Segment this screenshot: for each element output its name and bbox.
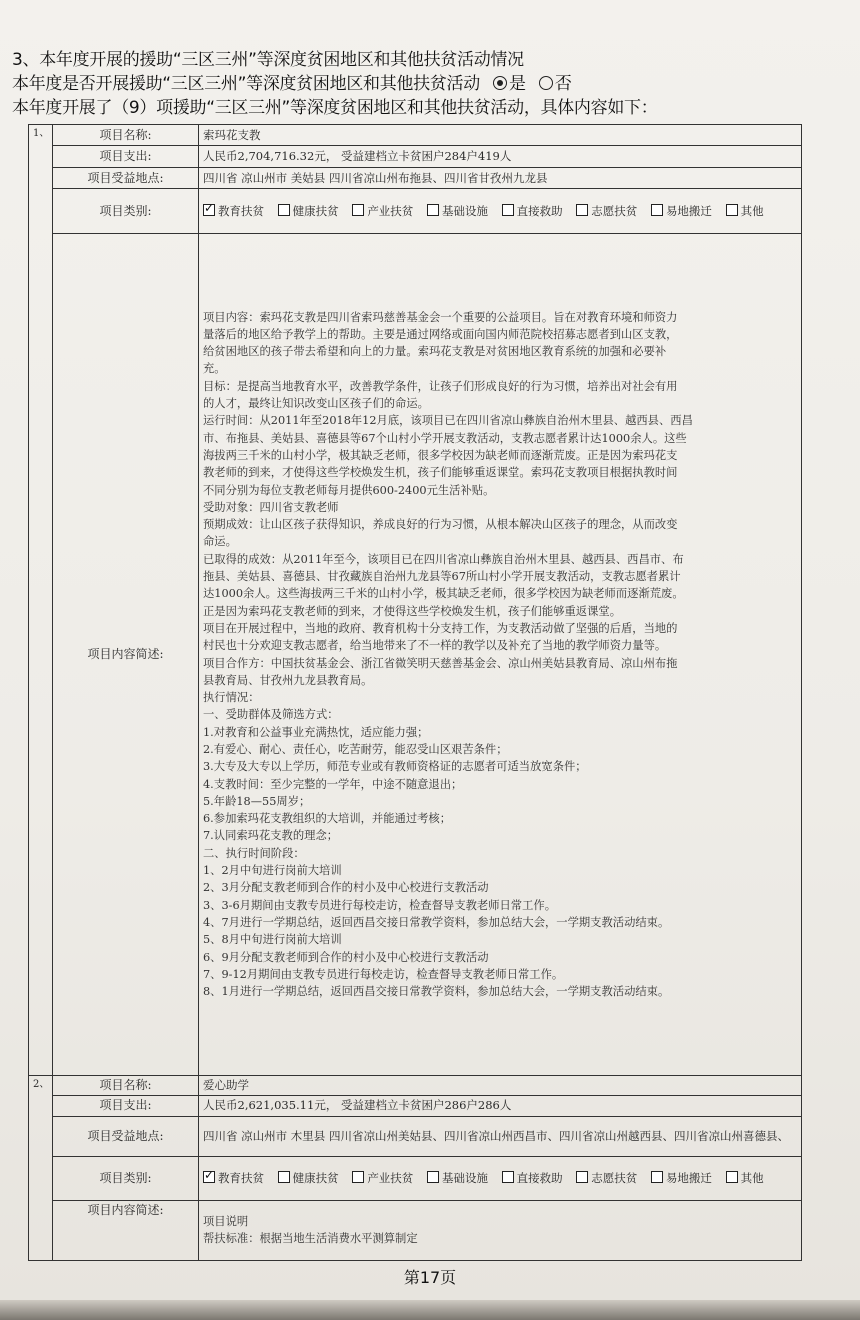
category-option — [268, 204, 339, 218]
label-project-spend: 项目支出: — [53, 1095, 199, 1116]
category-checkbox[interactable] — [352, 204, 364, 216]
project-row-category — [29, 189, 802, 234]
content-line: 项目在开展过程中，当地的政府、教育机构十分支持工作，为支教活动做了坚强的后盾，当地的 — [203, 621, 678, 635]
content-line: 村民也十分欢迎支教志愿者，给当地带来了不一样的教学以及补充了当地的教学师资力量等。 — [203, 639, 667, 653]
category-option — [641, 204, 712, 218]
content-line: 受助对象：四川省支教老师 — [203, 500, 339, 514]
category-option — [203, 204, 264, 218]
content-line: 不同分别为每位支教老师每月提供600-2400元生活补贴。 — [203, 483, 495, 497]
category-checkbox[interactable] — [576, 1171, 588, 1183]
category-option — [716, 1171, 764, 1185]
label-project-name: 项目名称: — [53, 1076, 199, 1096]
content-line: 2.有爱心、耐心、责任心，吃苦耐劳，能忍受山区艰苦条件； — [203, 742, 508, 756]
label-project-spend: 项目支出: — [53, 146, 199, 168]
content-line: 5.年龄18—55周岁； — [203, 794, 311, 808]
project-index: 1、 — [29, 125, 53, 1076]
radio-yes[interactable] — [493, 76, 507, 90]
project-index: 2、 — [29, 1076, 53, 1261]
content-line: 7.认同索玛花支教的理念； — [203, 829, 339, 843]
category-checkbox[interactable] — [502, 1171, 514, 1183]
project-spend-value: 人民币2,704,716.32元， 受益建档立卡贫困户284户419人 — [199, 146, 802, 168]
category-label: 健康扶贫 — [292, 1170, 339, 1185]
category-checkbox[interactable] — [502, 204, 514, 216]
content-line: 正是因为索玛花支教老师的到来，才使得这些学校焕发生机，孩子们能够重返课堂。 — [203, 604, 621, 618]
label-project-location: 项目受益地点: — [53, 168, 199, 189]
category-label: 其他 — [740, 1170, 764, 1185]
question-line — [12, 74, 572, 94]
content-line: 6.参加索玛花支教组织的大培训，并能通过考核； — [203, 812, 452, 826]
content-line: 项目内容：索玛花支教是四川省索玛慈善基金会一个重要的公益项目。旨在对教育环境和师资力 — [203, 310, 678, 324]
category-label: 易地搬迁 — [665, 203, 712, 218]
page-number: 第17页 — [403, 1268, 457, 1287]
label-project-content: 项目内容简述: — [53, 1200, 199, 1260]
project-name-value: 爱心助学 — [199, 1076, 802, 1096]
project-row-content — [29, 1200, 802, 1260]
category-checkbox[interactable] — [651, 1171, 663, 1183]
category-label: 其他 — [740, 203, 764, 218]
category-checkbox[interactable] — [427, 204, 439, 216]
content-line: 项目合作方：中国扶贫基金会、浙江省微笑明天慈善基金会、凉山州美姑县教育局、凉山州布拖 — [203, 656, 678, 670]
content-line: 预期成效：让山区孩子获得知识，养成良好的行为习惯，从根本解决山区孩子的理念，从而改变 — [203, 518, 678, 532]
category-label: 基础设施 — [441, 1170, 488, 1185]
content-line: 2、3月分配支教老师到合作的村小及中心校进行支教活动 — [203, 881, 489, 895]
category-label: 教育扶贫 — [218, 1170, 264, 1185]
category-option — [342, 1171, 413, 1185]
content-line: 3.大专及大专以上学历，师范专业或有教师资格证的志愿者可适当放宽条件； — [203, 760, 587, 774]
content-line: 4.支教时间：至少完整的一学年，中途不随意退出； — [203, 777, 463, 791]
project-row-content — [29, 234, 802, 1076]
category-checkbox[interactable] — [726, 204, 738, 216]
category-checkbox[interactable] — [576, 204, 588, 216]
project-name-value: 索玛花支教 — [199, 125, 802, 146]
content-line: 拖县、美姑县、喜德县、甘孜藏族自治州九龙县等67所山村小学开展支教活动，支教志愿者累计 — [203, 570, 681, 584]
content-line: 帮扶标准：根据当地生活消费水平测算制定 — [203, 1232, 418, 1245]
content-line: 1、2月中旬进行岗前大培训 — [203, 864, 342, 878]
page-edge-shadow — [0, 1300, 860, 1320]
category-label: 产业扶贫 — [367, 1170, 414, 1185]
content-line: 6、9月分配支教老师到合作的村小及中心校进行支教活动 — [203, 950, 489, 964]
radio-no[interactable] — [539, 76, 553, 90]
label-project-category: 项目类别: — [53, 189, 199, 234]
content-line: 县教育局、甘孜州九龙县教育局。 — [203, 673, 373, 687]
content-line: 一、受助群体及筛选方式： — [203, 708, 339, 722]
project-row-category — [29, 1156, 802, 1200]
content-line: 教老师的到来，才使得这些学校焕发生机，孩子们能够重返课堂。索玛花支教项目根据执教时间 — [203, 466, 678, 480]
content-line: 命运。 — [203, 535, 237, 549]
category-label: 教育扶贫 — [218, 203, 264, 218]
category-checkbox[interactable] — [278, 1171, 290, 1183]
category-label: 易地搬迁 — [665, 1170, 712, 1185]
category-checkbox[interactable] — [278, 204, 290, 216]
category-option — [342, 204, 413, 218]
question-text: 本年度是否开展援助“三区三州”等深度贫困地区和其他扶贫活动 — [12, 74, 480, 94]
category-checkbox[interactable] — [726, 1171, 738, 1183]
category-option — [268, 1171, 339, 1185]
project-row-spend — [29, 146, 802, 168]
content-line: 的人才，最终让知识改变山区孩子们的命运。 — [203, 397, 429, 411]
category-option — [417, 204, 488, 218]
project-row-spend — [29, 1095, 802, 1116]
category-option — [566, 204, 637, 218]
category-option — [203, 1171, 264, 1185]
project-row-location — [29, 168, 802, 189]
category-label: 产业扶贫 — [367, 203, 414, 218]
category-option — [417, 1171, 488, 1185]
content-line: 3、3-6月期间由支教专员进行每校走访，检查督导支教老师日常工作。 — [203, 898, 556, 912]
content-line: 4、7月进行一学期总结，返回西昌交接日常教学资料，参加总结大会，一学期支教活动结束。 — [203, 915, 670, 929]
category-label: 志愿扶贫 — [591, 203, 638, 218]
category-option — [492, 1171, 563, 1185]
project-row-name — [29, 1076, 802, 1096]
project-location-value: 四川省 凉山州市 美姑县 四川省凉山州布拖县、四川省甘孜州九龙县 — [199, 168, 802, 189]
project-location-value: 四川省 凉山州市 木里县 四川省凉山州美姑县、四川省凉山州西昌市、四川省凉山州越西县、四川省凉山州喜德县、 — [199, 1116, 802, 1156]
category-label: 基础设施 — [441, 203, 488, 218]
content-line: 海拔两三千米的山村小学，极其缺乏老师，很多学校因为缺老师而逐渐荒废。正是因为索玛花支 — [203, 448, 678, 462]
project-content-text — [199, 1200, 802, 1260]
content-line: 5、8月中旬进行岗前大培训 — [203, 933, 342, 947]
category-checkbox[interactable] — [203, 204, 215, 216]
category-label: 直接救助 — [516, 1170, 563, 1185]
content-line: 二、执行时间阶段： — [203, 846, 305, 860]
category-checkbox[interactable] — [427, 1171, 439, 1183]
project-row-name — [29, 125, 802, 146]
content-line: 运行时间：从2011年至2018年12月底，该项目已在四川省凉山彝族自治州木里县、越西县、西昌 — [203, 414, 693, 428]
content-line: 已取得的成效：从2011年至今，该项目已在四川省凉山彝族自治州木里县、越西县、西昌市、布 — [203, 552, 684, 566]
category-label: 健康扶贫 — [292, 203, 339, 218]
count-line: 本年度开展了（9）项援助“三区三州”等深度贫困地区和其他扶贫活动，具体内容如下： — [12, 98, 658, 118]
project-spend-value: 人民币2,621,035.11元， 受益建档立卡贫困户286户286人 — [199, 1095, 802, 1116]
category-label: 直接救助 — [516, 203, 563, 218]
category-option — [492, 204, 563, 218]
category-option — [566, 1171, 637, 1185]
content-line: 市、布拖县、美姑县、喜德县等67个山村小学开展支教活动，支教志愿者累计达1000余人。这些 — [203, 431, 687, 445]
project-category-options — [199, 1156, 802, 1200]
label-project-content: 项目内容简述: — [53, 234, 199, 1076]
project-row-location — [29, 1116, 802, 1156]
content-line: 达1000余人。这些海拔两三千米的山村小学，极其缺乏老师，很多学校因为缺老师而逐渐荒废。 — [203, 587, 684, 601]
label-project-location: 项目受益地点: — [53, 1116, 199, 1156]
label-project-category: 项目类别: — [53, 1156, 199, 1200]
section-title: 3、本年度开展的援助“三区三州”等深度贫困地区和其他扶贫活动情况 — [12, 50, 524, 70]
project-category-options — [199, 189, 802, 234]
project-content-text — [199, 234, 802, 1076]
label-project-name: 项目名称: — [53, 125, 199, 146]
radio-yes-label: 是 — [509, 74, 526, 94]
radio-no-label: 否 — [554, 74, 572, 94]
content-line: 充。 — [203, 362, 226, 376]
category-checkbox[interactable] — [203, 1171, 215, 1183]
category-label: 志愿扶贫 — [591, 1170, 638, 1185]
content-line: 给贫困地区的孩子带去希望和向上的力量。索玛花支教是对贫困地区教育系统的加强和必要补 — [203, 345, 667, 359]
content-line: 项目说明 — [203, 1214, 249, 1228]
content-line: 8、1月进行一学期总结，返回西昌交接日常教学资料，参加总结大会，一学期支教活动结束。 — [203, 985, 670, 999]
content-line: 执行情况： — [203, 691, 260, 705]
category-checkbox[interactable] — [651, 204, 663, 216]
projects-table — [28, 124, 802, 1261]
content-line: 量落后的地区给予教学上的帮助。主要是通过网络或面向国内师范院校招募志愿者到山区支教， — [203, 327, 678, 341]
category-option — [716, 204, 764, 218]
category-checkbox[interactable] — [352, 1171, 364, 1183]
content-line: 1.对教育和公益事业充满热忱，适应能力强； — [203, 725, 429, 739]
content-line: 目标：是提高当地教育水平，改善教学条件，让孩子们形成良好的行为习惯，培养出对社会有用 — [203, 379, 678, 393]
category-option — [641, 1171, 712, 1185]
content-line: 7、9-12月期间由支教专员进行每校走访，检查督导支教老师日常工作。 — [203, 967, 564, 981]
